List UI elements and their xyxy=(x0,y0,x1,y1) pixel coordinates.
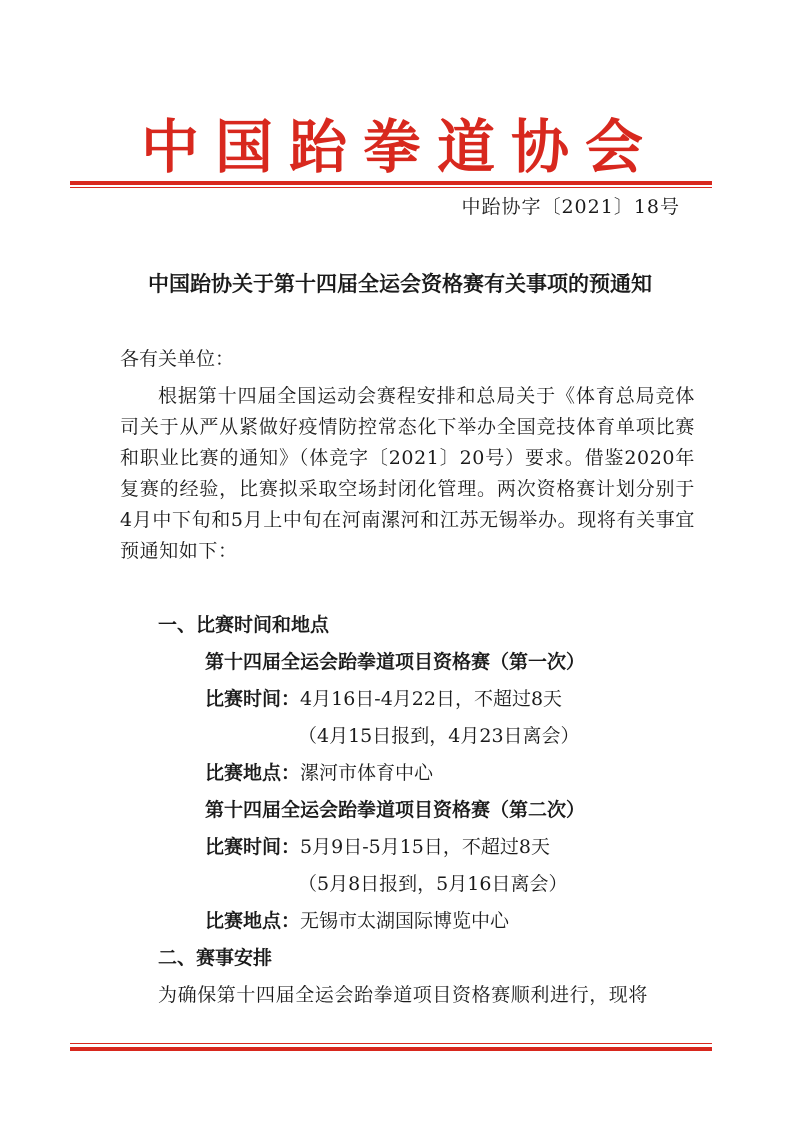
section-heading-2: 二、赛事安排 xyxy=(158,947,273,969)
organization-name: 中国跆拳道协会 xyxy=(140,113,659,181)
event2-time-label: 比赛时间： xyxy=(205,836,301,858)
footer-rule-thick xyxy=(70,1047,712,1051)
event1-place xyxy=(205,758,433,785)
event2-time xyxy=(205,832,550,859)
intro-paragraph: 根据第十四届全国运动会赛程安排和总局关于《体育总局竞体司关于从严从紧做好疫情防控常态化下举办全国竞技体育单项比赛和职业比赛的通知》（体竞字〔2021〕20号）要求。借鉴2020年复赛的经验，比赛拟采取空场封闭化管理。两次资格赛计划分别于4月中下旬和5月上中旬在河南漯河和江苏无锡举办。现将有关事宜预通知如下： xyxy=(120,385,695,562)
event2-place-label: 比赛地点： xyxy=(205,910,301,932)
event1-place-value: 漯河市体育中心 xyxy=(300,762,434,784)
event1-title xyxy=(205,647,585,674)
salutation: 各有关单位： xyxy=(120,348,235,370)
notice-title: 中国跆协关于第十四届全运会资格赛有关事项的预通知 xyxy=(148,272,652,296)
event1-place-label: 比赛地点： xyxy=(205,762,301,784)
header-rule-thin xyxy=(70,187,712,188)
document-number: 中跆协字〔2021〕18号 xyxy=(461,196,680,218)
section2-paragraph: 为确保第十四届全运会跆拳道项目资格赛顺利进行，现将 xyxy=(158,984,649,1006)
footer-rule-thin xyxy=(70,1043,712,1044)
event2-title xyxy=(205,795,585,822)
event1-time-label: 比赛时间： xyxy=(205,688,301,710)
event1-title-text: 第十四届全运会跆拳道项目资格赛（第一次） xyxy=(205,651,586,673)
section-heading-1: 一、比赛时间和地点 xyxy=(158,614,330,636)
event1-time-note: （4月15日报到，4月23日离会） xyxy=(298,725,580,747)
event2-title-text: 第十四届全运会跆拳道项目资格赛（第二次） xyxy=(205,799,586,821)
event2-time-note: （5月8日报到，5月16日离会） xyxy=(298,873,568,895)
event1-time-value: 4月16日-4月22日，不超过8天 xyxy=(300,688,563,710)
header-rule-thick xyxy=(70,181,712,185)
event1-time xyxy=(205,684,562,711)
event2-place-value: 无锡市太湖国际博览中心 xyxy=(300,910,510,932)
event2-place xyxy=(205,906,509,933)
event2-time-value: 5月9日-5月15日，不超过8天 xyxy=(300,836,550,858)
